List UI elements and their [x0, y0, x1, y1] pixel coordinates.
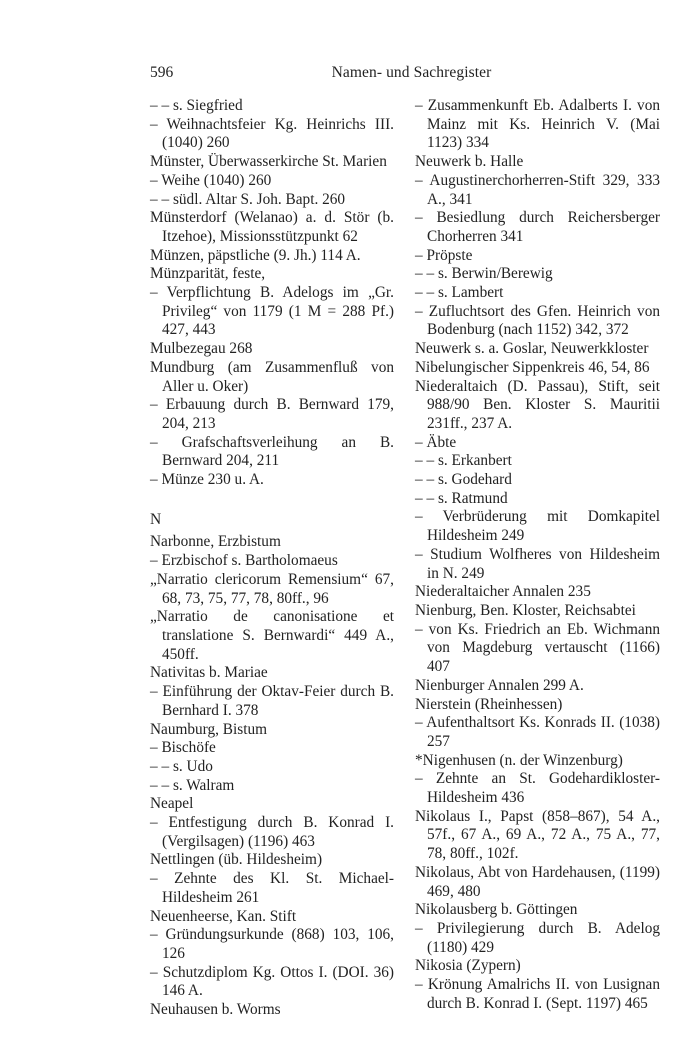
index-entry: Nibelungischer Sippenkreis 46, 54, 86	[415, 358, 650, 376]
index-entry: – Gründungsurkunde (868) 103, 106, 126	[150, 926, 394, 962]
index-entry: – – s. Walram	[150, 776, 235, 794]
index-entry: – Zufluchtsort des Gfen. Heinrich von Bodenburg (nach 1152) 342, 372	[415, 302, 660, 339]
page-number: 596	[150, 64, 174, 81]
index-entry: Narbonne, Erzbistum	[150, 533, 281, 551]
left-column-entries-top	[150, 97, 394, 490]
section-letter: N	[150, 510, 162, 528]
index-entry: Neuenheerse, Kan. Stift	[150, 907, 297, 925]
index-entry: – Weihnachtsfeier Kg. Heinrichs III. (1040) 260	[150, 115, 394, 152]
index-entry: – Pröpste	[415, 246, 473, 264]
index-entry: – Verpflichtung B. Adelogs im „Gr. Privileg“ von 1179 (1 M = 288 Pf.) 427, 443	[150, 284, 394, 339]
running-title: Namen- und Sachregister	[331, 64, 492, 81]
index-entry: – Äbte	[415, 433, 457, 451]
index-entry: – Einführung der Oktav-Feier durch B. Bernhard I. 378	[150, 683, 394, 719]
index-entry: Münsterdorf (Welanao) a. d. Stör (b. Itzehoe), Missionsstützpunkt 62	[150, 209, 394, 245]
index-entry: – Augustinerchorherren-Stift 329, 333 A., 341	[415, 171, 660, 208]
index-entry: Neapel	[150, 795, 194, 813]
index-entry: – – s. Ratmund	[415, 489, 508, 507]
index-entry: – – s. Berwin/Berewig	[415, 265, 553, 283]
index-entry: – Erbauung durch B. Bernward 179, 204, 213	[150, 396, 394, 432]
index-entry: – – s. Godehard	[415, 471, 512, 489]
index-entry: Nativitas b. Mariae	[150, 664, 268, 682]
index-entry: – Münze 230 u. A.	[150, 471, 264, 489]
index-entry: Mulbezegau 268	[150, 340, 253, 358]
index-entry: – Entfestigung durch B. Konrad I. (Vergilsagen) (1196) 463	[150, 814, 394, 850]
index-entry: Münzen, päpstliche (9. Jh.) 114 A.	[150, 246, 361, 264]
page-header	[150, 64, 673, 86]
index-entry: – Grafschaftsverleihung an B. Bernward 204, 211	[150, 433, 394, 470]
index-entry: Neuhausen b. Worms	[150, 1001, 281, 1019]
index-entry: – Aufenthaltsort Ks. Konrads II. (1038) 257	[415, 714, 660, 750]
index-entry: Nikolaus I., Papst (858–867), 54 A., 57f., 67 A., 69 A., 72 A., 75 A., 77, 78, 80ff., 102f.	[415, 807, 660, 863]
index-entry: – Besiedlung durch Reichersberger Chorherren 341	[415, 209, 660, 245]
index-entry: – Schutzdiplom Kg. Ottos I. (DOI. 36) 146 A.	[150, 963, 394, 1000]
index-entry: Naumburg, Bistum	[150, 720, 267, 738]
index-entry: Nikolaus, Abt von Hardehausen, (1199) 469, 480	[415, 863, 660, 900]
index-entry: – Weihe (1040) 260	[150, 171, 272, 189]
index-entry: *Nigenhusen (n. der Winzenburg)	[415, 751, 623, 769]
index-entry: – Privilegierung durch B. Adelog (1180) 429	[415, 919, 660, 956]
index-entry: – – s. Erkanbert	[415, 452, 512, 470]
index-entry: Nikolausberg b. Göttingen	[415, 901, 578, 919]
index-entry: – Bischöfe	[150, 739, 216, 757]
index-entry: Nikosia (Zypern)	[415, 957, 521, 975]
index-entry: Nettlingen (üb. Hildesheim)	[150, 851, 323, 869]
index-entry: „Narratio de canonisatione et translatione S. Bernwardi“ 449 A., 450ff.	[150, 608, 394, 663]
index-entry: – – s. Udo	[150, 757, 213, 775]
index-entry: – Zehnte des Kl. St. Michael-Hildesheim 261	[150, 870, 394, 906]
index-entry: – Erzbischof s. Bartholomaeus	[150, 552, 338, 570]
index-entry: – – s. Siegfried	[150, 97, 243, 114]
index-entry: Niederaltaich (D. Passau), Stift, seit 988/90 Ben. Kloster S. Mauritii 231ff., 237 A.	[415, 377, 660, 432]
index-entry: Niederaltaicher Annalen 235	[415, 583, 591, 601]
right-column	[415, 97, 660, 1013]
index-entry: „Narratio clericorum Remensium“ 67, 68, 73, 75, 77, 78, 80ff., 96	[150, 570, 394, 607]
left-column	[150, 97, 394, 1020]
index-entry: Neuwerk s. a. Goslar, Neuwerkkloster	[415, 340, 649, 358]
index-entry: Nienburg, Ben. Kloster, Reichsabtei	[415, 601, 636, 619]
index-entry: – Verbrüderung mit Domkapitel Hildesheim 249	[415, 508, 660, 545]
index-entry: – von Ks. Friedrich an Eb. Wichmann von Magdeburg vertauscht (1166) 407	[415, 620, 660, 676]
index-entry: – Studium Wolfheres von Hildesheim in N. 249	[415, 545, 660, 582]
index-entry: Münster, Überwasserkirche St. Marien	[150, 153, 387, 171]
index-entry: Neuwerk b. Halle	[415, 153, 524, 171]
index-entry: – Krönung Amalrichs II. von Lusignan durch B. Konrad I. (Sept. 1197) 465	[415, 976, 660, 1012]
index-entry: Mundburg (am Zusammenfluß von Aller u. Oker)	[150, 358, 394, 395]
right-column-entries	[415, 97, 660, 1013]
index-entry: Nierstein (Rheinhessen)	[415, 695, 563, 713]
index-entry: Nienburger Annalen 299 A.	[415, 676, 584, 694]
index-entry: Münzparität, feste,	[150, 265, 266, 283]
index-entry: – Zehnte an St. Godehardikloster-Hildesheim 436	[415, 770, 660, 807]
index-entry: – Zusammenkunft Eb. Adalberts I. von Mainz mit Ks. Heinrich V. (Mai 1123) 334	[415, 97, 660, 152]
left-column-entries-bottom	[150, 533, 394, 1019]
index-entry: – – s. Lambert	[415, 284, 504, 302]
index-entry: – – südl. Altar S. Joh. Bapt. 260	[150, 190, 346, 208]
